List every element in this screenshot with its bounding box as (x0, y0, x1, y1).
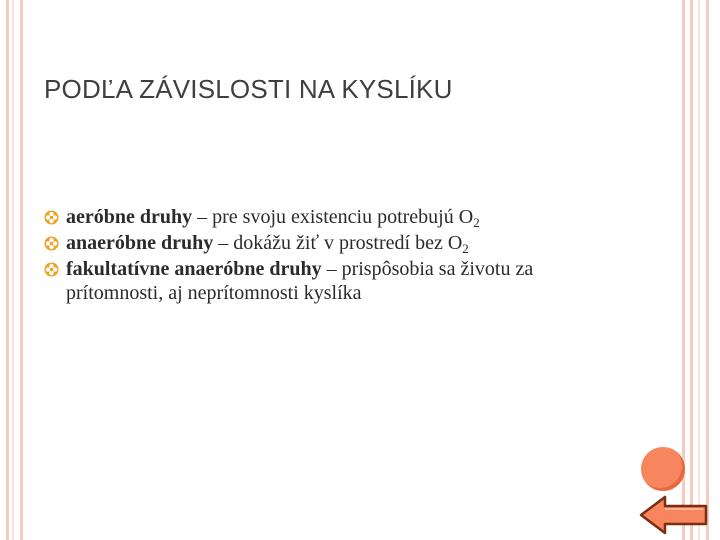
back-arrow-button[interactable] (638, 494, 710, 536)
bullet-term: aeróbne druhy (66, 206, 193, 228)
bullet-text: – prispôsobia sa životu za prítomnosti, aj neprítomnosti kyslíka (66, 258, 534, 304)
orange-circle-icon (641, 447, 685, 491)
bullet-list (44, 205, 624, 307)
bullet-item-aerobic (44, 205, 624, 229)
slide-title: PODĽA ZÁVISLOSTI NA KYSLÍKU (44, 74, 453, 104)
bullet-item-facultative (44, 257, 624, 305)
bullet-text: – dokážu žiť v prostredí bez O (213, 232, 463, 254)
bullet-term: anaeróbne druhy (66, 232, 214, 254)
bullet-text: – pre svoju existenciu potrebujú O (192, 206, 474, 228)
flower-bullet-icon (44, 236, 59, 251)
flower-bullet-icon (44, 262, 59, 277)
left-arrow-icon (641, 497, 706, 533)
left-frame-decoration (0, 0, 23, 540)
subscript: 2 (462, 241, 469, 256)
right-frame-decoration (680, 0, 720, 540)
bullet-term: fakultatívne anaeróbne druhy (66, 258, 322, 280)
subscript: 2 (473, 215, 480, 230)
flower-bullet-icon (44, 210, 59, 225)
bullet-item-anaerobic (44, 231, 624, 255)
